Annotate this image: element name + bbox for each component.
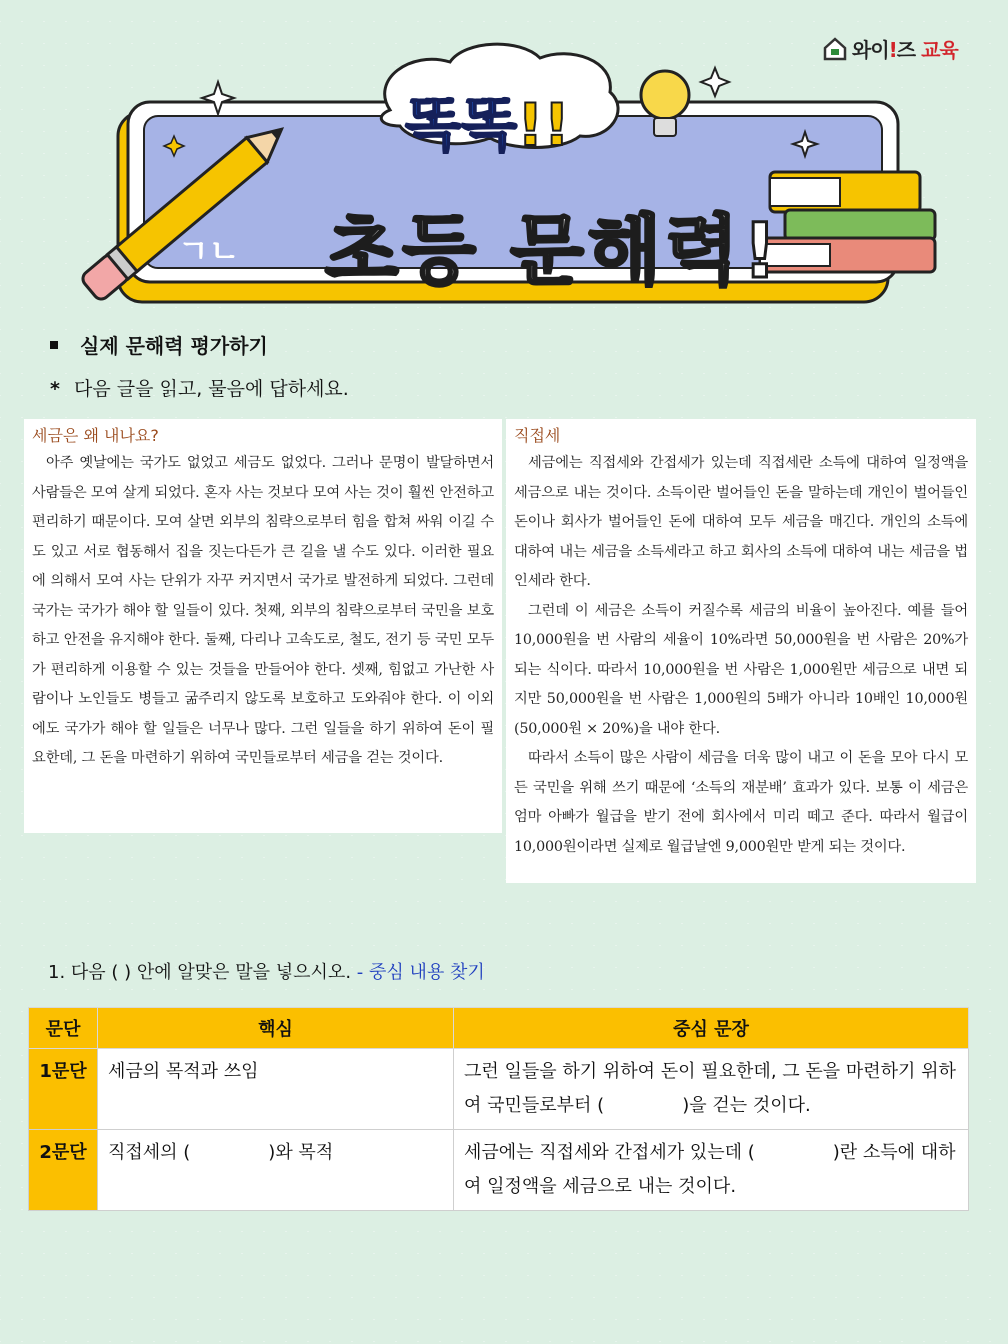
passage-right-paragraph: 따라서 소득이 많은 사람이 세금을 더욱 많이 내고 이 돈을 모아 다시 모든 국민을 위해 쓰기 때문에 ‘소득의 재분배’ 효과가 있다. 보통 이 세금은 엄마 아빠가 월급을 받기 전에 회사에서 미리 떼고 준다. 따라서 월급이 10,000원이라면 실제로 월급날엔 9,000원만 받게 되는 것이다. [514, 750, 968, 855]
question-1-text: 1. 다음 ( ) 안에 알맞은 말을 넣으시오. [48, 962, 352, 983]
row-core: 직접세의 ( )와 목적 [98, 1130, 454, 1211]
bullet-square-icon [50, 341, 58, 349]
header-main-sentence: 중심 문장 [454, 1008, 969, 1049]
question-1 [48, 958, 485, 984]
section-heading [50, 330, 268, 359]
row-core: 세금의 목적과 쓰임 [98, 1049, 454, 1130]
row-number: 1문단 [29, 1049, 98, 1130]
banner-deco-letters: ㄱㄴ [178, 232, 240, 270]
question-1-hint: - 중심 내용 찾기 [351, 962, 485, 983]
passage-right [506, 419, 976, 883]
passage-left [24, 419, 502, 833]
banner-cloud-text: 똑똑!! [405, 91, 570, 159]
row-sentence: 세금에는 직접세와 간접세가 있는데 ( )란 소득에 대하여 일정액을 세금으로 내는 것이다. [454, 1130, 969, 1211]
table-row [29, 1049, 969, 1130]
header-core: 핵심 [98, 1008, 454, 1049]
row-sentence: 그런 일들을 하기 위하여 돈이 필요한데, 그 돈을 마련하기 위하여 국민들로부터 ( )을 걷는 것이다. [454, 1049, 969, 1130]
logo-text: 와이!즈 교육 [852, 38, 958, 62]
banner-title: 초등 문해력! [325, 206, 782, 295]
section-heading-text: 실제 문해력 평가하기 [80, 334, 268, 358]
header-paragraph: 문단 [29, 1008, 98, 1049]
asterisk-mark: * [50, 378, 60, 400]
passage-right-paragraph: 그런데 이 세금은 소득이 커질수록 세금의 비율이 높아진다. 예를 들어 10,000원을 번 사람의 세율이 10%라면 50,000원을 번 사람은 20%가 되는 식이다. 따라서 10,000원을 번 사람은 1,000원만 세금으로 내면 되지만 50,000원을 번 사람은 1,000원의 5배가 아니라 10배인 10,000원(50,000원 × 20%)을 내야 한다. [514, 602, 968, 737]
instruction [50, 374, 349, 401]
title-banner [70, 40, 940, 310]
row-number: 2문단 [29, 1130, 98, 1211]
passage-left-paragraph: 아주 옛날에는 국가도 없었고 세금도 없었다. 그러나 문명이 발달하면서 사람들은 모여 살게 되었다. 혼자 사는 것보다 모여 사는 것이 훨씬 안전하고 편리하기 때문이다. 모여 살면 외부의 침략으로부터 힘을 합쳐 싸워 이길 수도 있고 서로 협동해서 집을 짓는다든가 큰 길을 낼 수도 있다. 이러한 필요에 의해서 모여 사는 단위가 자꾸 커지면서 국가로 발전하게 되었다. 그런데 국가는 국가가 해야 할 일들이 있다. 첫째, 외부의 침략으로부터 국민을 보호하고 안전을 유지해야 한다. 둘째, 다리나 고속도로, 철도, 전기 등 국민 모두가 편리하게 이용할 수 있는 것들을 만들어야 한다. 셋째, 힘없고 가난한 사람이나 노인들도 병들고 굶주리지 않도록 보호하고 도와줘야 한다. 이 이외에도 국가가 해야 할 일들은 너무나 많다. 그런 일들을 하기 위하여 돈이 필요한데, 그 돈을 마련하기 위하여 국민들로부터 세금을 걷는 것이다. [32, 455, 494, 766]
table-header-row [29, 1008, 969, 1049]
instruction-text: 다음 글을 읽고, 물음에 답하세요. [73, 378, 349, 400]
table-row [29, 1130, 969, 1211]
passage-right-title: 직접세 [514, 426, 561, 445]
passage-left-title: 세금은 왜 내나요? [32, 426, 159, 445]
passage-right-paragraph: 세금에는 직접세와 간접세가 있는데 직접세란 소득에 대하여 일정액을 세금으로 내는 것이다. 소득이란 벌어들인 돈을 말하는데 개인이 벌어들인 돈이나 회사가 벌어들인 돈에 대하여 모두 세금을 매긴다. 개인의 소득에 대하여 내는 세금을 소득세라고 하고 회사의 소득에 대하여 내는 세금을 법인세라 한다. [514, 455, 968, 589]
answer-table [28, 1007, 969, 1211]
